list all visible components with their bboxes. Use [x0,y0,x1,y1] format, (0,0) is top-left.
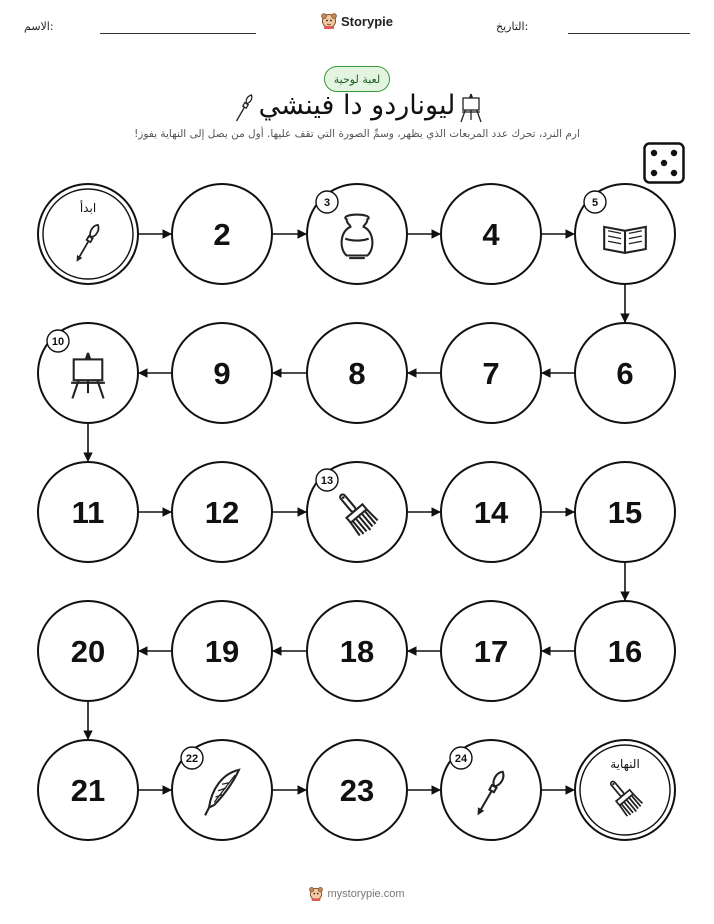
square-number: 13 [320,475,334,487]
board-square-14 [441,462,541,562]
board-square-1 [38,184,138,284]
square-number: 20 [70,634,106,669]
finish-label: النهاية [610,757,640,771]
board-square-18 [307,601,407,701]
square-number: 18 [339,634,375,669]
brand-name: Storypie [340,13,393,29]
square-number: 5 [591,197,599,209]
board-square-7 [441,323,541,423]
board-square-5 [575,184,675,284]
board-square-20 [38,601,138,701]
storypie-mascot-icon [309,886,323,902]
instructions: ارم النرد، تحرك عدد المربعات الذي يظهر، وسمِّ الصورة التي تقف عليها. أول من يصل إلى النهاية يفوز! [134,128,580,140]
square-number: 4 [482,217,500,252]
square-number: 15 [607,495,643,530]
board-square-13 [307,462,407,562]
book-icon [604,227,646,253]
square-number: 12 [204,495,240,530]
square-number: 24 [454,753,468,765]
square-number: 3 [323,197,331,209]
square-number: 7 [482,356,500,391]
board-square-17 [441,601,541,701]
square-number: 9 [213,356,231,391]
board-square-8 [307,323,407,423]
board-square-24 [441,740,541,840]
game-type-badge: لعبة لوحية [324,66,390,92]
square-number: 10 [51,336,65,348]
board-square-10 [38,323,138,423]
board-square-2 [172,184,272,284]
board-square-15 [575,462,675,562]
board-square-25 [575,740,675,840]
board-square-6 [575,323,675,423]
square-number: 19 [204,634,240,669]
square-number: 17 [473,634,509,669]
board-square-11 [38,462,138,562]
date-label: التاريخ: [496,20,529,33]
square-number: 16 [607,634,643,669]
start-label: ابدأ [79,201,97,215]
square-number: 23 [339,773,375,808]
board-square-4 [441,184,541,284]
footer-url: mystorypie.com [327,888,405,900]
board-square-19 [172,601,272,701]
square-number: 14 [473,495,509,530]
page-title: ليوناردو دا فينشي [258,90,456,121]
square-number: 6 [616,356,634,391]
square-number: 2 [213,217,231,252]
board-square-9 [172,323,272,423]
pot-icon [342,215,373,259]
board-square-22 [172,740,272,840]
board-square-12 [172,462,272,562]
name-label: الاسم: [24,20,54,33]
board-square-21 [38,740,138,840]
square-number: 11 [71,495,105,530]
board-square-3 [307,184,407,284]
board-square-16 [575,601,675,701]
board-square-23 [307,740,407,840]
footer [0,886,714,902]
square-number: 8 [348,356,366,391]
square-number: 21 [70,773,106,808]
square-number: 22 [185,753,199,765]
